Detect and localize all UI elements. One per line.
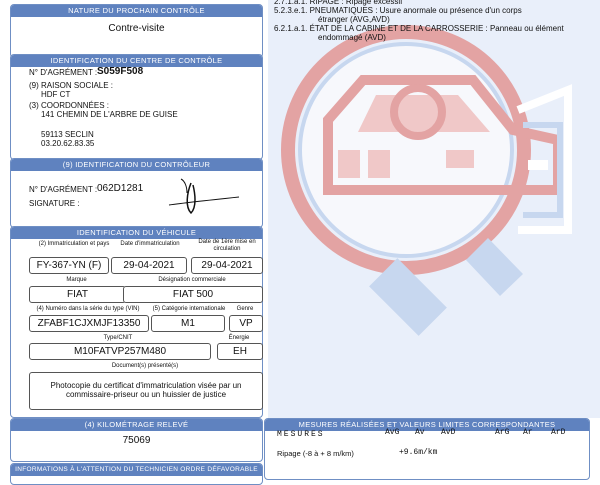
designation-value: FIAT 500 <box>123 286 263 303</box>
genre-value: VP <box>229 315 263 332</box>
genre-label: Genre <box>236 306 254 312</box>
documents-line: commissaire-priseur ou un huissier de justice <box>65 390 227 399</box>
immat-value: FY-367-YN (F) <box>29 257 109 274</box>
controleur-panel <box>10 158 263 228</box>
ripage-value: +9.6m/km <box>399 448 438 457</box>
address-line: 141 CHEMIN DE L'ARBRE DE GUISE <box>41 110 178 119</box>
panel-header: IDENTIFICATION DU VÉHICULE <box>11 227 262 239</box>
kilometrage-value: 75069 <box>122 435 151 446</box>
centre-agrement-label: N° D'AGRÉMENT : <box>29 68 98 77</box>
kilometrage-panel <box>10 418 263 462</box>
defect-item: endommagé (AVD) <box>318 33 386 42</box>
raison-sociale-label: (9) RAISON SOCIALE : <box>29 81 114 90</box>
ripage-label: Ripage (-8 à + 8 m/km) <box>277 449 354 458</box>
centre-panel <box>10 54 263 160</box>
documents-value <box>29 372 263 410</box>
defect-item: 6.2.1.a.1. ÉTAT DE LA CABINE ET DE LA CARROSSERIE : Panneau ou élément <box>274 24 564 33</box>
marque-value: FIAT <box>29 286 126 303</box>
panel-header: INFORMATIONS À L'ATTENTION DU TECHNICIEN ORDRE DÉFAVORABLE <box>11 464 262 476</box>
panel-header: (4) KILOMÉTRAGE RELEVÉ <box>11 419 262 431</box>
col-ar: Ar <box>523 428 533 437</box>
signature-label: SIGNATURE : <box>29 199 80 208</box>
next-inspection-panel <box>10 4 263 58</box>
mesures-title: MESURES <box>277 430 325 439</box>
mesures-panel <box>264 418 590 480</box>
categorie-value: M1 <box>151 315 225 332</box>
defect-item: étranger (AVG,AVD) <box>318 15 390 24</box>
col-av: Av <box>415 428 425 437</box>
phone-number: 03.20.62.83.35 <box>41 139 95 148</box>
car-inspection-watermark <box>268 0 600 418</box>
categorie-label: (5) Catégorie internationale <box>152 306 226 312</box>
technician-info-panel <box>10 463 263 485</box>
marque-label: Marque <box>66 277 87 283</box>
vehicule-panel <box>10 226 263 418</box>
date-circ-label: Date de 1ère mise en circulation <box>198 239 256 252</box>
defect-item: 5.2.3.e.1. PNEUMATIQUES : Usure anormale ou présence d'un corps <box>274 6 522 15</box>
col-avg: AvG <box>385 428 400 437</box>
next-inspection-value: Contre-visite <box>108 23 165 34</box>
col-arg: ArG <box>495 428 510 437</box>
panel-header: MESURES RÉALISÉES ET VALEURS LIMITES CORRESPONDANTES <box>265 419 589 431</box>
vin-label: (4) Numéro dans la série du type (VIN) <box>36 306 140 312</box>
address-line: 59113 SECLIN <box>41 130 94 139</box>
controleur-agrement-label: N° D'AGRÉMENT : <box>29 185 98 194</box>
date-circ-value: 29-04-2021 <box>191 257 263 274</box>
handwritten-signature <box>161 173 241 217</box>
centre-agrement-value: S059F508 <box>97 66 144 77</box>
documents-label: Document(s) présenté(s) <box>111 363 179 369</box>
defect-item: 2.7.1.a.1. RIPAGE : Ripage excessif <box>274 0 403 6</box>
immat-label: (2) Immatriculation et pays <box>38 241 110 247</box>
panel-header: IDENTIFICATION DU CENTRE DE CONTRÔLE <box>11 55 262 67</box>
date-immat-label: Date d'immatriculation <box>120 241 180 247</box>
col-ard: ArD <box>551 428 566 437</box>
designation-label: Désignation commerciale <box>158 277 226 283</box>
vin-value: ZFABF1CJXMJF13350 <box>29 315 149 332</box>
date-immat-value: 29-04-2021 <box>111 257 187 274</box>
panel-header: NATURE DU PROCHAIN CONTRÔLE <box>11 5 262 17</box>
documents-line: Photocopie du certificat d'immatriculation visée par un <box>50 381 242 390</box>
coordonnees-label: (3) COORDONNÉES : <box>29 101 110 110</box>
raison-sociale-value: HDF CT <box>41 90 71 99</box>
energie-value: EH <box>217 343 263 360</box>
panel-header: (9) IDENTIFICATION DU CONTRÔLEUR <box>11 159 262 171</box>
type-label: Type/CNIT <box>103 335 133 341</box>
type-value: M10FATVP257M480 <box>29 343 211 360</box>
energie-label: Énergie <box>228 335 250 341</box>
defects-area <box>268 0 600 418</box>
controleur-agrement-value: 062D1281 <box>97 183 144 194</box>
col-avd: AvD <box>441 428 456 437</box>
